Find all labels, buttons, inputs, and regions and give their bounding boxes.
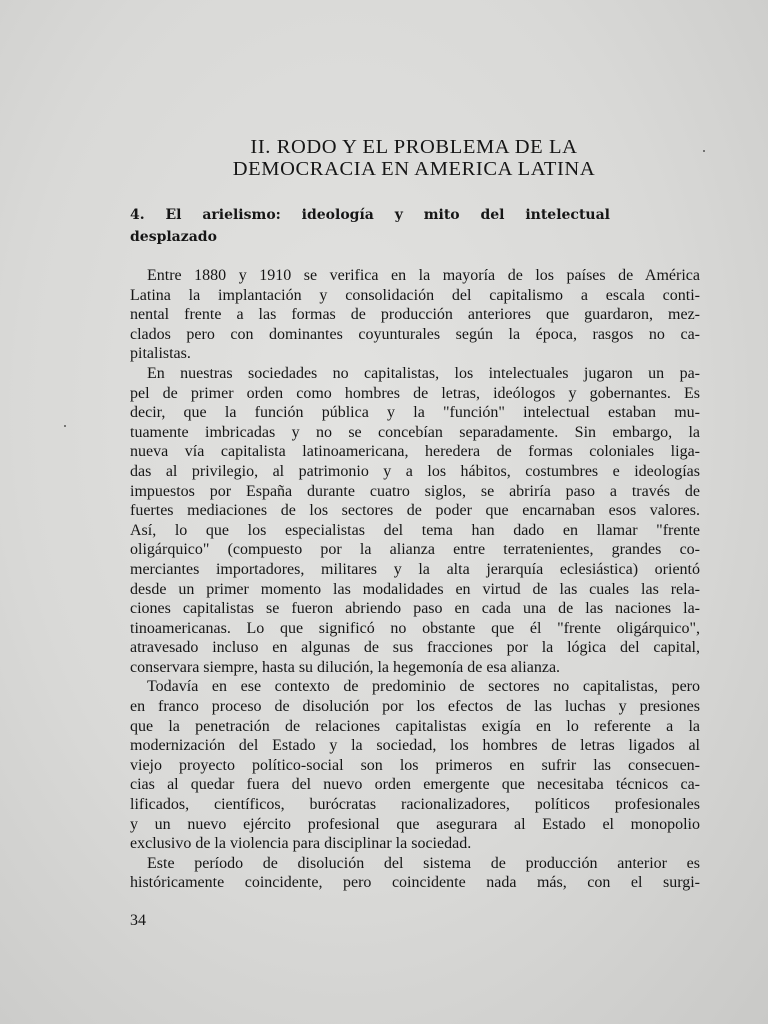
- text-line: Todavía en ese contexto de predominio de sectores no capitalistas, pero: [147, 678, 700, 696]
- text-line: pel de primer orden como hombres de letras, ideólogos y gobernantes. Es: [130, 384, 700, 402]
- page-number: 34: [130, 912, 146, 929]
- body-text: [130, 266, 700, 893]
- paragraph: [130, 266, 700, 364]
- text-line: en franco proceso de disolución por los efectos de las luchas y presiones: [130, 698, 700, 716]
- text-line: merciantes importadores, militares y la alta jerarquía eclesiástica) orientó: [130, 560, 700, 578]
- text-line: nental frente a las formas de producción anteriores que guardaron, mez-: [130, 306, 700, 324]
- section-heading-word: arielismo:: [202, 207, 281, 223]
- scan-speck: [64, 425, 66, 427]
- text-line: Así, lo que los especialistas del tema han dado en llamar "frente: [130, 521, 700, 539]
- paragraph: [130, 677, 700, 853]
- section-heading-word: 4.: [130, 207, 145, 223]
- text-line: tinoamericanas. Lo que significó no obstante que él "frente oligárquico",: [130, 619, 700, 637]
- text-line: fuertes mediaciones de los sectores de poder que encarnaban esos valores.: [130, 502, 700, 520]
- text-line: oligárquico" (compuesto por la alianza entre terratenientes, grandes co-: [130, 541, 700, 559]
- text-line: impuestos por España durante cuatro siglos, se abriría paso a través de: [130, 482, 700, 500]
- section-heading-line-2: desplazado: [130, 229, 217, 245]
- chapter-title-line-2: DEMOCRACIA EN AMERICA LATINA: [232, 158, 596, 180]
- paragraph: [130, 364, 700, 678]
- section-heading-word: y: [394, 207, 403, 223]
- chapter-title: [0, 136, 768, 180]
- text-line: das al privilegio, al patrimonio y a los hábitos, costumbres e ideologías: [130, 462, 700, 480]
- text-line: lificados, científicos, burócratas racionalizadores, políticos profesionales: [130, 796, 700, 814]
- text-line: nueva vía capitalista latinoamericana, heredera de formas coloniales liga-: [130, 443, 700, 461]
- section-heading-word: intelectual: [525, 207, 610, 223]
- text-line: y un nuevo ejército profesional que asegurara al Estado el monopolio: [130, 815, 700, 833]
- text-line: decir, que la función pública y la "función" intelectual estaban mu-: [130, 404, 700, 422]
- text-line: tuamente imbricadas y no se concebían separadamente. Sin embargo, la: [130, 423, 700, 441]
- text-line: modernización del Estado y la sociedad, los hombres de letras ligados al: [130, 737, 700, 755]
- text-line: Este período de disolución del sistema de producción anterior es: [147, 854, 700, 872]
- chapter-title-line-1: II. RODO Y EL PROBLEMA DE LA: [250, 136, 578, 158]
- text-line: conservara siempre, hasta su dilución, la hegemonía de esa alianza.: [130, 658, 561, 676]
- section-heading-word: El: [165, 207, 182, 223]
- text-line: ciones capitalistas se fueron abriendo paso en cada una de las naciones la-: [130, 600, 700, 618]
- section-heading-word: ideología: [301, 207, 374, 223]
- text-line: atravesado incluso en algunas de sus fracciones por la lógica del capital,: [130, 639, 700, 657]
- section-heading-word: mito: [423, 207, 460, 223]
- section-heading: [130, 204, 610, 248]
- text-line: Entre 1880 y 1910 se verifica en la mayoría de los países de América: [147, 267, 700, 284]
- text-line: En nuestras sociedades no capitalistas, los intelectuales jugaron un pa-: [147, 364, 700, 382]
- text-line: históricamente coincidente, pero coincidente nada más, con el surgi-: [130, 874, 700, 892]
- text-line: cias al quedar fuera del nuevo orden emergente que necesitaba técnicos ca-: [130, 776, 700, 794]
- text-line: que la penetración de relaciones capitalistas exigía en lo referente a la: [130, 717, 700, 735]
- text-line: pitalistas.: [130, 345, 191, 363]
- text-line: Latina la implantación y consolidación del capitalismo a escala conti-: [130, 286, 700, 304]
- section-heading-word: del: [480, 207, 505, 223]
- paragraph: [130, 854, 700, 893]
- text-line: exclusivo de la violencia para disciplinar la sociedad.: [130, 835, 472, 853]
- text-line: viejo proyecto político-social son los primeros en sufrir las consecuen-: [130, 756, 700, 774]
- section-heading-line-1: [130, 204, 610, 226]
- text-line: clados pero con dominantes coyunturales según la época, rasgos no ca-: [130, 325, 700, 343]
- text-line: desde un primer momento las modalidades en virtud de las cuales las rela-: [130, 580, 700, 598]
